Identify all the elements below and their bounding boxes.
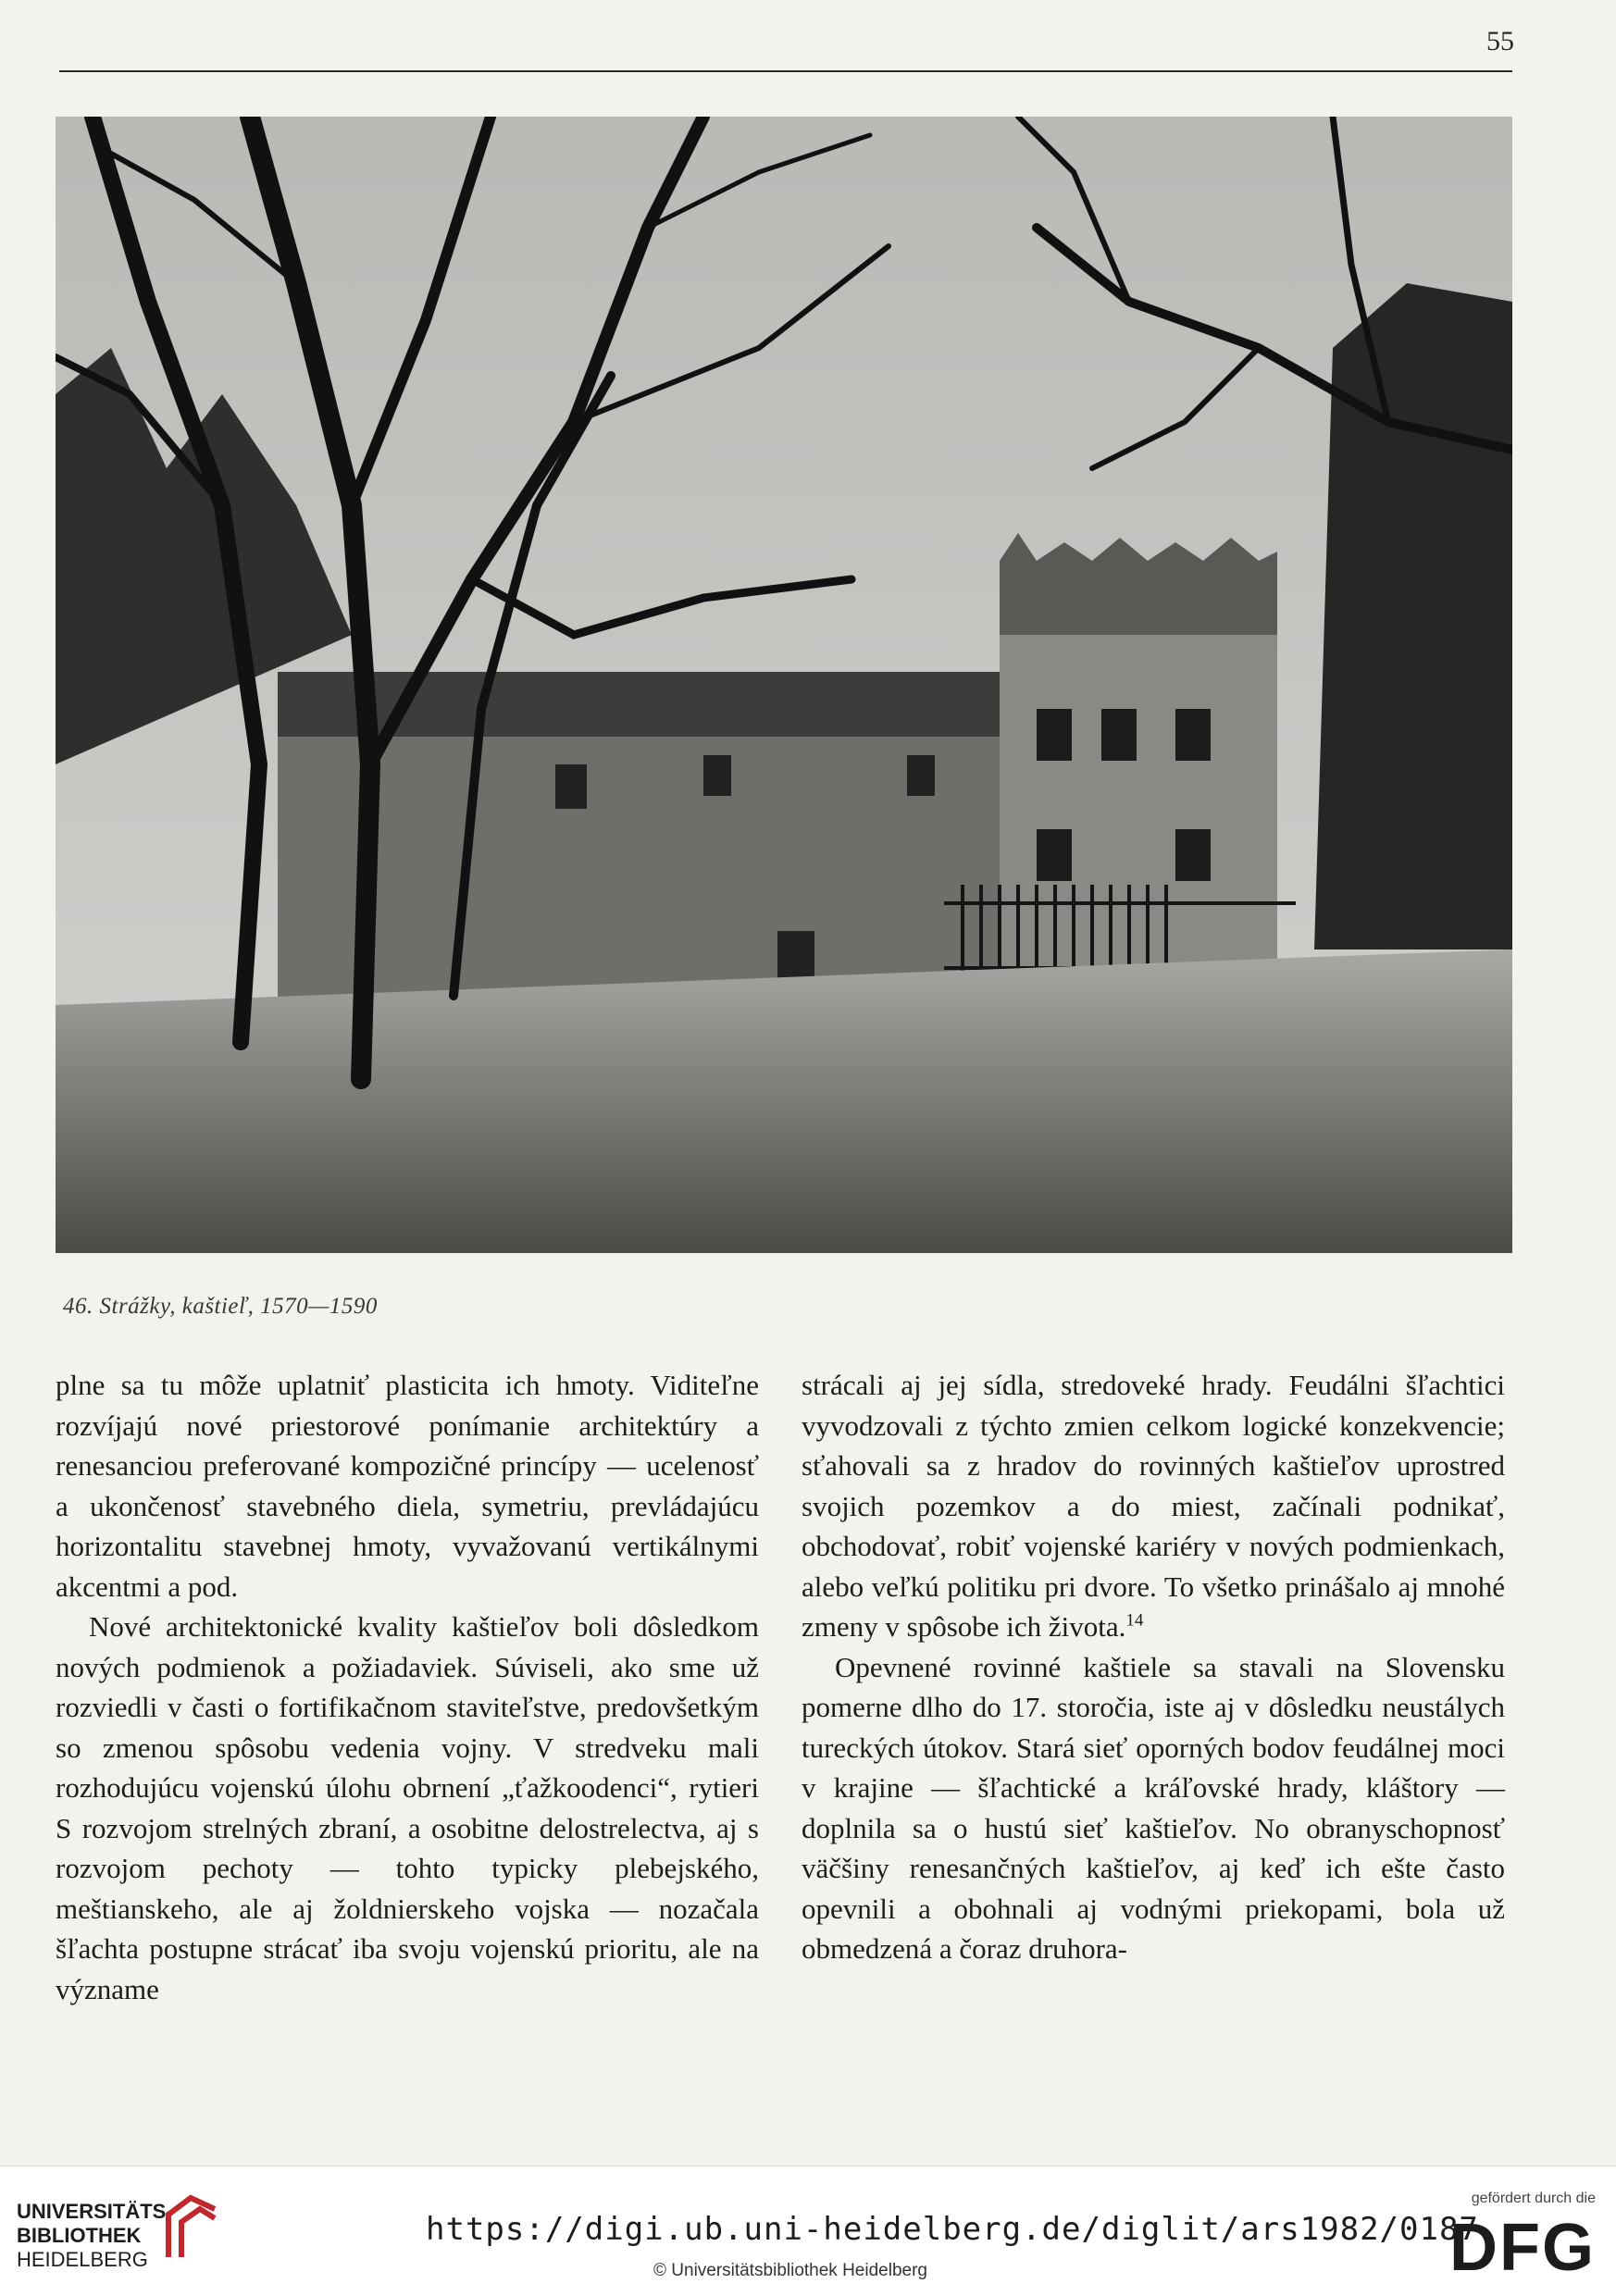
copyright-notice: © Universitätsbibliothek Heidelberg [653, 2261, 927, 2280]
library-name-line: BIBLIOTHEK [17, 2224, 142, 2247]
library-name-line: HEIDELBERG [17, 2248, 148, 2271]
castle-photograph [56, 117, 1512, 1253]
paragraph: plne sa tu môže uplatniť plasticita ich hmoty. Viditeľne rozvíjajú nové priestorové ponímanie architektúry a renesanciou preferované kompozičné princípy — ucelenosť a ukončenosť stavebného diela, symetriu, prevládajúcu horizontalitu stavebnej hmoty, vyvažovanú vertikálnymi akcentmi a pod. [56, 1369, 759, 1603]
figure-caption: 46. Strážky, kaštieľ, 1570—1590 [63, 1294, 378, 1319]
left-text-column [56, 1365, 759, 2009]
footnote-reference[interactable]: 14 [1125, 1610, 1144, 1631]
document-url[interactable]: https://digi.ub.uni-heidelberg.de/diglit/ars1982/0187 [426, 2211, 1479, 2248]
paragraph: Nové architektonické kvality kaštieľov boli dôsledkom nových podmienok a požiadaviek. Súviseli, ako sme už rozviedli v časti o fortifikačnom staviteľstve, predovšetkým so zmenou spôsobu vedenia vojny. V stredveku mali rozhodujúcu vojenskú úlohu obrnení „ťažkoodenci“, rytieri S rozvojom strelných zbraní, a osobitne delostrelectva, aj s rozvojom pechoty — tohto typicky plebejského, meštianskeho, ale aj žoldnierskeho vojska — nozačala šľachta postupne strácať iba svoju vojenskú prioritu, ale na význame [56, 1610, 759, 2005]
right-text-column [802, 1365, 1505, 1969]
page-number: 55 [1486, 26, 1514, 56]
paragraph-text: strácali aj jej sídla, stredoveké hrady. Feudálni šľachtici vyvodzovali z týchto zmien celkom logické konzekvencie; sťahovali sa z hradov do rovinných kaštieľov uprostred svojich pozemkov a do miest, začínali podnikať, obchodovať, robiť vojenské kariéry v nových podmienkach, alebo veľkú politiku pri dvore. To všetko prinášalo aj mnohé zmeny v spôsobe ich života. [802, 1369, 1505, 1643]
funding-note: gefördert durch die [1471, 2191, 1596, 2206]
dfg-logo: DFG [1449, 2211, 1596, 2285]
library-name-line: UNIVERSITÄTS- [17, 2200, 173, 2223]
ub-heidelberg-logo-icon [159, 2192, 224, 2266]
digitization-footer [0, 2166, 1616, 2296]
header-rule [59, 70, 1512, 72]
paragraph [802, 1365, 1505, 1647]
library-name [17, 2200, 173, 2272]
paragraph: Opevnené rovinné kaštiele sa stavali na Slovensku pomerne dlho do 17. storočia, iste aj v dôsledku neustálych tureckých útokov. Stará sieť oporných bodov feudálnej moci v krajine — šľachtické a kráľovské hrady, kláštory — doplnila sa o hustú sieť kaštieľov. No obranyschopnosť väčšiny renesančných kaštieľov, aj keď ich ešte často opevnili a obohnali aj vodnými priekopami, bola už obmedzená a čoraz druhora- [802, 1650, 1505, 1965]
